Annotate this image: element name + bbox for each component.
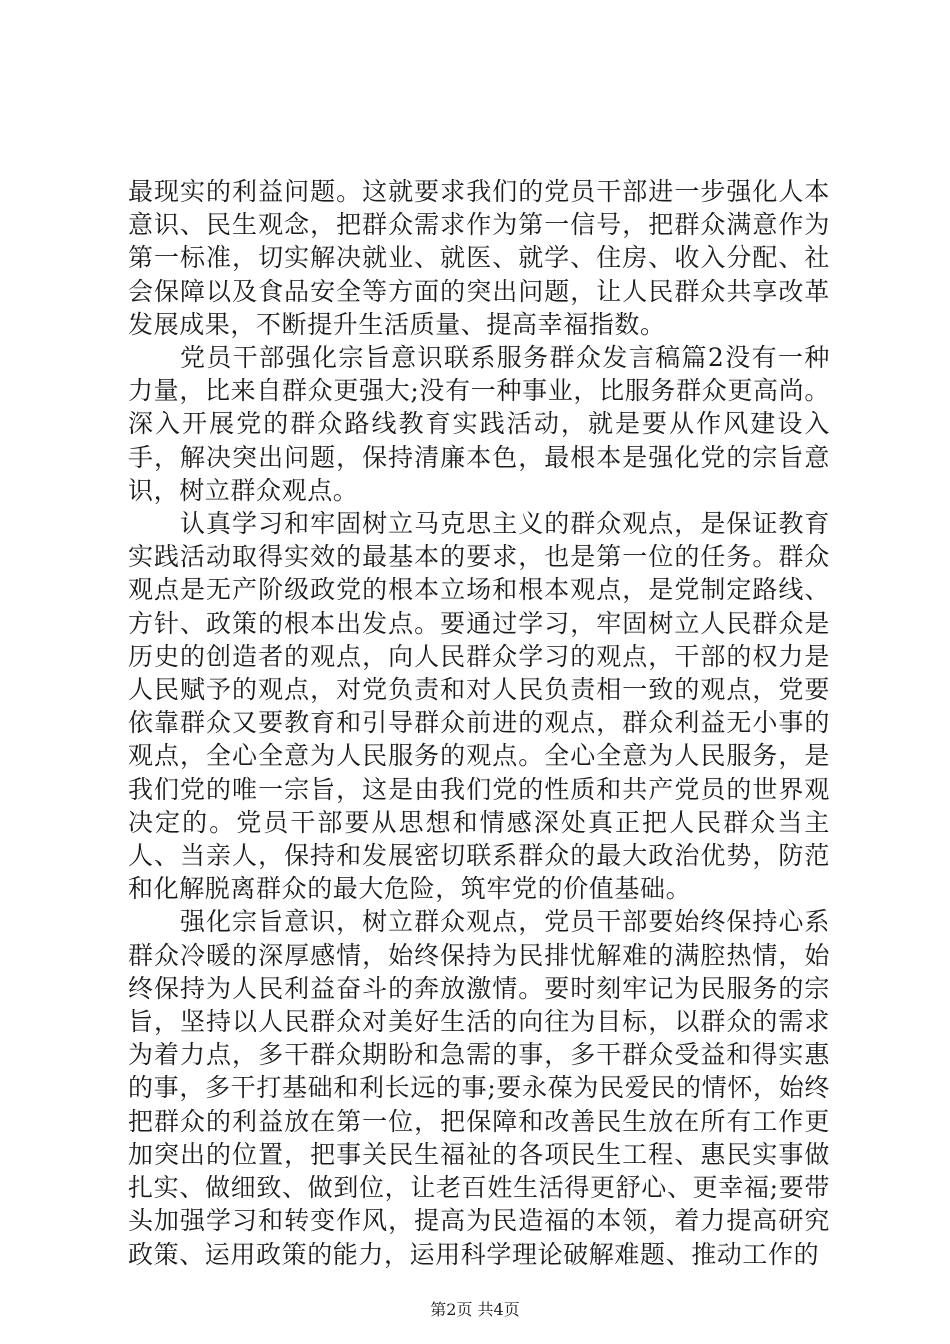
document-body <box>128 175 830 1271</box>
paragraph-3: 认真学习和牢固树立马克思主义的群众观点，是保证教育实践活动取得实效的最基本的要求，也是第一位的任务。群众观点是无产阶级政党的根本立场和根本观点，是党制定路线、方针、政策的根本出发点。要通过学习，牢固树立人民群众是历史的创造者的观点，向人民群众学习的观点，干部的权力是人民赋予的观点，对党负责和对人民负责相一致的观点，党要依靠群众又要教育和引导群众前进的观点，群众利益无小事的观点，全心全意为人民服务的观点。全心全意为人民服务，是我们党的唯一宗旨，这是由我们党的性质和共产党员的世界观决定的。党员干部要从思想和情感深处真正把人民群众当主人、当亲人，保持和发展密切联系群众的最大政治优势，防范和化解脱离群众的最大危险，筑牢党的价值基础。 <box>128 509 830 904</box>
paragraph-4: 强化宗旨意识，树立群众观点，党员干部要始终保持心系群众冷暖的深厚感情，始终保持为民排忧解难的满腔热情，始终保持为人民利益奋斗的奔放激情。要时刻牢记为民服务的宗旨，坚持以人民群众对美好生活的向往为目标，以群众的需求为着力点，多干群众期盼和急需的事，多干群众受益和得实惠的事，多干打基础和利长远的事;要永葆为民爱民的情怀，始终把群众的利益放在第一位，把保障和改善民生放在所有工作更加突出的位置，把事关民生福祉的各项民生工程、惠民实事做扎实、做细致、做到位，让老百姓生活得更舒心、更幸福;要带头加强学习和转变作风，提高为民造福的本领，着力提高研究政策、运用政策的能力，运用科学理论破解难题、推动工作的 <box>128 907 830 1269</box>
page-number-footer: 第2页 共4页 <box>430 1300 520 1319</box>
paragraph-1: 最现实的利益问题。这就要求我们的党员干部进一步强化人本意识、民生观念，把群众需求作为第一信号，把群众满意作为第一标准，切实解决就业、就医、就学、住房、收入分配、社会保障以及食品安全等方面的突出问题，让人民群众共享改革发展成果，不断提升生活质量、提高幸福指数。 <box>128 177 830 339</box>
paragraph-2: 党员干部强化宗旨意识联系服务群众发言稿篇2没有一种力量，比来自群众更强大;没有一种事业，比服务群众更高尚。深入开展党的群众路线教育实践活动，就是要从作风建设入手，解决突出问题，保持清廉本色，最根本是强化党的宗旨意识，树立群众观点。 <box>128 343 830 505</box>
